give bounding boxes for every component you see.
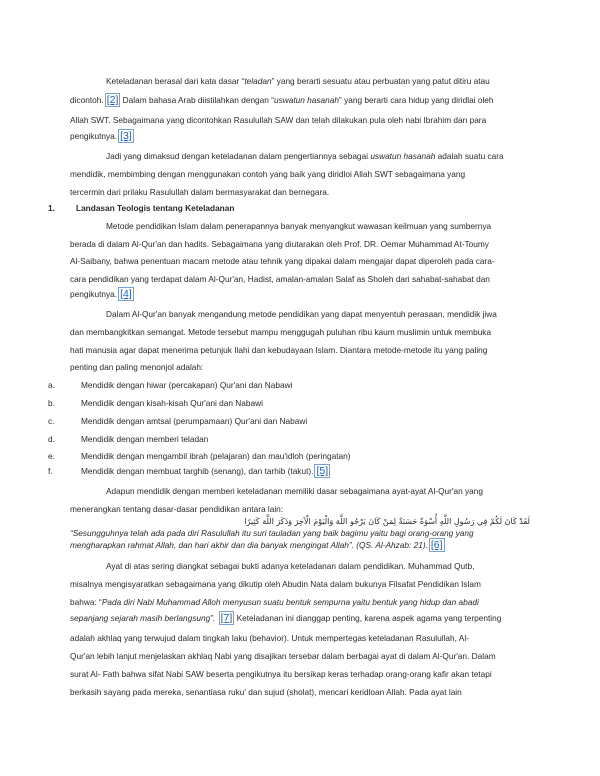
quote-line2 [70,540,445,551]
text: bahwa: “ [70,597,102,607]
list-marker: b. [48,398,55,408]
p4-line1: Dalam Al-Qur'an banyak mengandung metode pendidikan yang dapat menyentuh perasaan, mendidik jiwa [106,309,497,319]
footnote-link-6[interactable]: [6] [430,539,443,551]
p2-line1 [106,151,504,162]
italic-text: mengharapkan rahmat Allah, dan hari akhir dan dia banyak mengingat Allah”. (QS. Al-Ahzab: 21). [70,540,428,550]
italic-term: uswatun hasanah [370,151,436,161]
p3-line4: cara pendidikan yang terdapat dalam Al-Qur'an, Hadist, amalan-amalan Salaf as Sholeh dari sahabat-sahabat dan [70,274,490,284]
text: ” yang berarti cara hidup yang diridlai oleh [339,95,494,105]
text: adalah suatu cara [435,151,504,161]
p6-line7: surat Al- Fath bahwa sifat Nabi SAW beserta pengikutnya itu bersikap keras terhadap orang-orang kafir akan tetapi [70,669,492,679]
heading-number: 1. [48,203,55,213]
text: pengikutnya. [70,289,118,299]
italic-text: “Sesungguhnya telah ada pada diri Rasulullah itu suri tauladan yang baik bagimu yaitu bagi orang-orang yang [70,528,474,538]
list-item [81,466,330,477]
p6-line2: misalnya mengisyaratkan sebagaimana yang dikutip oleh Abudin Nata dalam bukunya Filsafat Pendidikan Islam [70,579,481,589]
p1-line4 [70,131,134,142]
list-item: Mendidik dengan mengambil ibrah (pelajaran) dan mau'idloh (peringatan) [81,451,351,461]
p3-line1: Metode pendidikan Islam dalam penerapannya banyak menyangkut wawasan keilmuan yang sumbernya [106,221,492,231]
italic-term: teladan [244,76,272,86]
p3-line3: Al-Saibany, bahwa penentuan macam metode atau tehnik yang dipakai dalam mengajar dapat diperoleh pada cara- [70,256,495,266]
p5-line2: menerangkan tentang dasar-dasar pendidikan antara lain: [70,504,284,514]
p1-line1 [106,76,490,87]
list-marker: d. [48,434,55,444]
arabic-verse: لَقَدْ كَانَ لَكُمْ فِي رَسُولِ اللَّهِ أُسْوَةٌ حَسَنَةٌ لِمَنْ كَانَ يَرْجُو اللَّهَ وَالْيَوْمَ الْآخِرَ وَذَكَرَ اللَّهَ كَثِيرًا [244,517,530,526]
p4-line2: dan membangkitkan semangat. Metode tersebut mampu menggugah puluhan ribu kaum muslimin untuk membuka [70,327,492,337]
text: Mendidik dengan membuat targhib (senang), dan tarhib (takut). [81,466,314,476]
italic-term: uswatun hasanah [273,95,340,105]
p1-line3: Allah SWT. Sebagaimana yang dicontohkan Rasulullah SAW dan telah dilakukan pula oleh nabi Ibrahim dan para [70,115,487,125]
text: dicontoh. [70,95,104,105]
footnote-link-2[interactable]: [2] [106,94,119,106]
p6-line3 [70,597,479,608]
italic-text: Pada diri Nabi Muhammad Alloh menyusun suatu bentuk sempurna yaitu bentuk yang hidup dan abadi [101,597,479,607]
text: Keteladanan berasal dari kata dasar “ [106,76,245,86]
text: Keteladanan ini dianggap penting, karena aspek agama yang terpenting [234,613,502,623]
quote-line1 [70,528,474,539]
p6-line8: berkasih sayang pada mereka, senantiasa ruku' dan sujud (sholat), mencari keridloan Allah. Pada ayat lain [70,687,462,697]
p3-line5 [70,289,134,300]
text: pengikutnya. [70,131,118,141]
p2-line2: mendidik, membimbing dengan menggunakan contoh yang baik yang diridloi Allah SWT sebagaimana yang [70,169,466,179]
text: Dalam bahasa Arab diistilahkan dengan “ [120,95,274,105]
p5-line1: Adapun mendidik dengan memberi keteladanan memiliki dasar sebagaimana ayat-ayat Al-Qur'an yang [106,486,484,496]
section-heading: Landasan Teologis tentang Keteladanan [76,203,235,213]
list-marker: f. [48,466,53,476]
list-item: Mendidik dengan memberi teladan [81,434,209,444]
footnote-link-4[interactable]: [4] [120,288,132,300]
list-item: Mendidik dengan amtsal (perumpamaan) Qur'ani dan Nabawi [81,416,308,426]
text: Jadi yang dimaksud dengan keteladanan dalam pengertiannya sebagai [106,151,371,161]
p6-line1: Ayat di atas sering diangkat sebagai bukti adanya keteladanan dalam pendidikan. Muhammad Qutb, [106,561,475,571]
p1-line2 [70,95,494,106]
list-marker: a. [48,380,55,390]
list-marker: e. [48,451,55,461]
list-marker: c. [48,416,55,426]
p6-line4 [70,613,501,624]
list-item: Mendidik dengan kisah-kisah Qur'ani dan Nabawi [81,398,263,408]
list-item: Mendidik dengan hiwar (percakapan) Qur'ani dan Nabawi [81,380,293,390]
p6-line5: adalah akhlaq yang terwujud dalam tingkah laku (behavior). Untuk mempertegas keteladanan Rasulullah, Al- [70,633,469,643]
p6-line6: Qur'an lebih lanjut menjelaskan akhlaq Nabi yang disajikan tersebar dalam berbagai ayat di dalam Al-Qur'an. Dalam [70,651,496,661]
text: ” yang berarti sesuatu atau perbuatan yang patut ditiru atau [271,76,490,86]
p4-line3: hati manusia agar dapat menerima petunjuk Ilahi dan kebudayaan Islam. Diantara metode-metode itu yang paling [70,345,488,355]
footnote-link-7[interactable]: [7] [220,612,233,624]
p4-line4: penting dan paling menonjol adalah: [70,362,204,372]
footnote-link-5[interactable]: [5] [316,465,329,477]
p2-line3: tercermin dari prilaku Rasulullah dalam bermasyarakat dan bernegara. [70,187,330,197]
p3-line2: berada di dalam Al-Qur'an dan hadits. Sebagaimana yang diutarakan oleh Prof. DR. Oemar Muhammad At-Toumy [70,239,489,249]
italic-text: sepanjang sejarah masih berlangsung”. [70,613,216,623]
footnote-link-3[interactable]: [3] [120,130,132,142]
